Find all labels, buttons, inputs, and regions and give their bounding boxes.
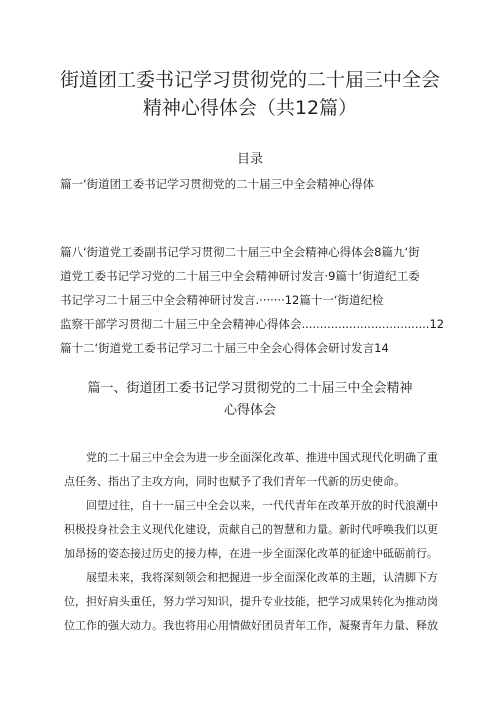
body-text-line: 位，担好肩头重任，努力学习知识，提升专业技能，把学习成果转化为推动岗 [64, 595, 438, 608]
document-title-line-1: 街道团工委书记学习贯彻党的二十届三中全会 [59, 69, 440, 91]
body-text-line: 展望未来，我将深刻领会和把握进一步全面深化改革的主题，认清脚下方 [64, 571, 438, 584]
body-text-line: 党的二十届三中全会为进一步全面深化改革、推进中国式现代化明确了重 [64, 451, 438, 464]
toc-line[interactable]: 篇八‘街道党工委副书记学习贯彻二十届三中全会精神心得体会8篇九‘街 [60, 245, 420, 259]
body-text-line: 积极投身社会主义现代化建设，贡献自己的智慧和力量。新时代呼唤我们以更 [64, 523, 438, 536]
document-title-line-2: 精神心得体会（共12篇） [142, 97, 358, 119]
body-text-line: 位工作的强大动力。我也将用心用情做好团员青年工作，凝聚青年力量、释放 [64, 619, 438, 632]
section-title-line-2: 心得体会 [223, 403, 276, 418]
body-text-line: 回望过往，自十一届三中全会以来，一代代青年在改革开放的时代浪潮中 [64, 499, 438, 512]
toc-line[interactable]: 篇十二‘街道党工委书记学习二十届三中全会心得体会研讨发言14 [60, 341, 389, 355]
body-text-line: 点任务、指出了主攻方向，同时也赋予了我们青年一代新的历史使命。 [64, 475, 405, 488]
toc-line[interactable]: 书记学习二十届三中全会精神研讨发言.·······12篇十一‘街道纪检 [60, 293, 384, 307]
toc-line[interactable]: 篇一‘街道团工委书记学习贯彻党的二十届三中全会精神心得体 [60, 177, 375, 191]
section-title-line-1: 篇一、街道团工委书记学习贯彻党的二十届三中全会精神 [87, 381, 413, 396]
toc-line[interactable]: 道党工委书记学习党的二十届三中全会精神研讨发言·9篇十‘街道纪工委 [60, 269, 420, 283]
toc-line[interactable]: 监察干部学习贯彻二十届三中全会精神心得体会...................................12 [60, 317, 445, 331]
toc-heading: 目录 [236, 152, 263, 167]
body-text-line: 加昂扬的姿态接过历史的接力棒，在进一步全面深化改革的征途中砥砺前行。 [64, 547, 438, 560]
